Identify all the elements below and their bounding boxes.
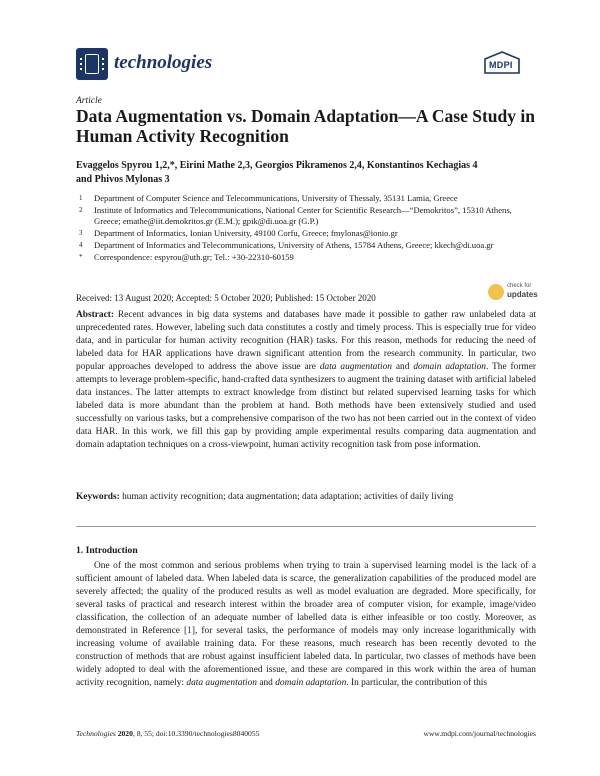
authors-line-2: and Phivos Mylonas 3	[76, 174, 170, 185]
check-for-updates-badge[interactable]: check for updates	[488, 282, 538, 302]
refresh-icon	[488, 284, 504, 300]
reference-link[interactable]: 1	[187, 626, 192, 636]
section-body: One of the most common and serious problems when trying to train a supervised learning model is the lack of a sufficient amount of labeled data. When labeled data is scarce, the generalization capabilities of the produced model are severely affected; the quality of the produced results as well as model evaluation are degraded. More specifically, for several tasks of practical and research interest within the broader area of computer vision, for example, image/video classification, the collection of an adequate number of labelled data is either infeasible or too costly. Moreover, as demonstrated in Reference [1], for several tasks, the performance of models may only increase logarithmically with increasing volume of available training data. For these reasons, much research has been recently devoted to the construction of methods that are robust against insufficient labeled data. In particular, two classes of methods have been widely adopted to deal with the aforementioned issue, and these are compared in this work within the area of human activity recognition, namely: data augmentation and domain adaptation. In particular, the contribution of this	[76, 561, 536, 688]
affiliation-item: 1 Department of Computer Science and Telecommunications, University of Thessaly, 35131 Lamia, Greece	[79, 193, 458, 203]
mdpi-logo	[483, 51, 521, 75]
affiliation-item: 4 Department of Informatics and Telecommunications, University of Athens, 15784 Athens, Greece; kkech@di.uoa.gr	[79, 240, 494, 250]
affiliation-item: 2 Institute of Informatics and Telecommunications, National Center for Scientific Research—“Demokritos”, 15310 Athens, Greece; emathe@iit.demokritos.gr (E.M.); gpik@di.uoa.gr (G.P.)	[79, 205, 512, 226]
abstract-label: Abstract:	[76, 310, 115, 320]
authors-line-1: Evaggelos Spyrou 1,2,*, Eirini Mathe 2,3, Georgios Pikramenos 2,4, Konstantinos Kechagias 4	[76, 160, 478, 171]
keywords: Keywords: human activity recognition; data augmentation; data adaptation; activities of daily living	[76, 492, 454, 502]
keywords-label: Keywords:	[76, 492, 120, 502]
journal-logo	[76, 48, 108, 80]
affiliations	[76, 193, 536, 264]
author-list	[76, 159, 536, 187]
correspondence: * Correspondence: espyrou@uth.gr; Tel.: +30-22310-60159	[79, 252, 294, 262]
mdpi-logo-text: MDPI	[489, 60, 513, 70]
tablet-icon	[85, 54, 99, 74]
affiliation-item: 3 Department of Informatics, Ionian University, 49100 Corfu, Greece; fmylonas@ionio.gr	[79, 228, 398, 238]
journal-name: technologies	[114, 52, 213, 73]
section-heading: 1. Introduction	[76, 545, 138, 556]
publication-dates: Received: 13 August 2020; Accepted: 5 October 2020; Published: 15 October 2020	[76, 293, 376, 303]
footer-url[interactable]: www.mdpi.com/journal/technologies	[423, 729, 536, 738]
footer-citation: Technologies 2020, 8, 55; doi:10.3390/technologies8040055	[76, 729, 260, 738]
abstract: Abstract: Recent advances in big data systems and databases have made it possible to gather raw unlabeled data at unprecedented rates. However, labeling such data constitutes a costly and timely process. This is especially true for video data, and in particular for human activity recognition (HAR) tasks. For this reason, methods for reducing the need of labeled data for HAR applications have drawn significant attention from the research community. In particular, two popular approaches developed to address the above issue are data augmentation and domain adaptation. The former attempts to leverage problem-specific, hand-crafted data synthesizers to augment the training dataset with artificial labeled data instances. The latter attempts to extract knowledge from distinct but related supervised learning tasks for which labeled data is more abundant than the problem at hand. Both methods have been extensively studied and used successfully on various tasks, but a comprehensive comparison of the two has not been carried out in the context of video data HAR. In this work, we fill this gap by providing ample experimental results comparing data augmentation and domain adaptation techniques on a cross-viewpoint, human activity recognition task from pose information.	[76, 310, 537, 450]
article-title: Data Augmentation vs. Domain Adaptation—A Case Study in Human Activity Recognition	[76, 106, 535, 146]
article-type: Article	[76, 96, 102, 106]
divider	[76, 526, 536, 527]
